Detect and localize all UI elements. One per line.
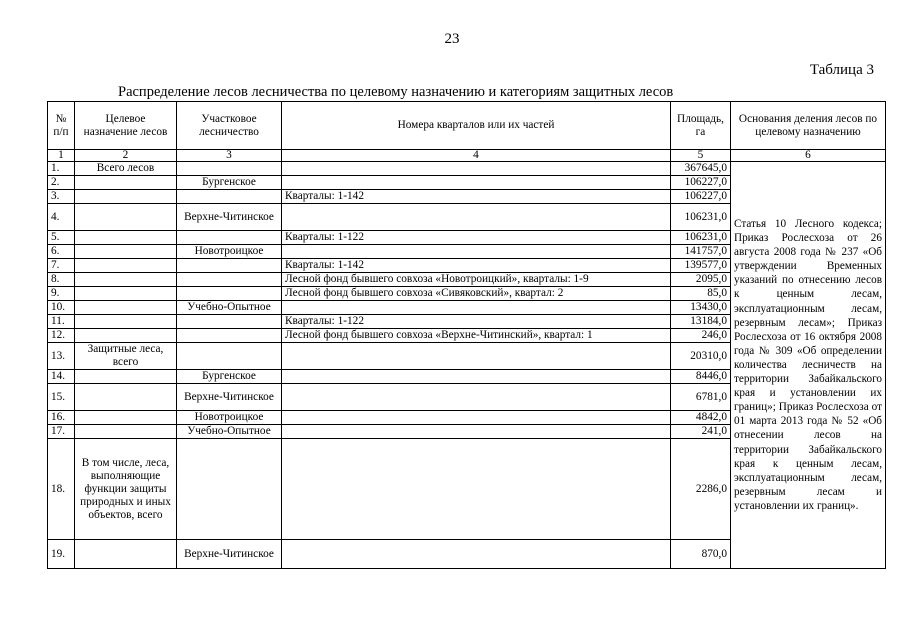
row-purpose: В том числе, леса, выполняющие функции защиты природных и иных объектов, всего <box>75 439 177 540</box>
row-quarters: Лесной фонд бывшего совхоза «Сивяковский», квартал: 2 <box>282 287 671 301</box>
row-area: 20310,0 <box>671 343 731 370</box>
row-district: Учебно-Опытное <box>177 425 282 439</box>
row-purpose <box>75 231 177 245</box>
row-quarters <box>282 176 671 190</box>
row-district <box>177 162 282 176</box>
row-area: 13430,0 <box>671 301 731 315</box>
row-quarters <box>282 439 671 540</box>
row-number: 6. <box>48 245 75 259</box>
column-number: 2 <box>75 150 177 162</box>
row-quarters <box>282 425 671 439</box>
row-district: Бургенское <box>177 370 282 384</box>
header-quarters: Номера кварталов или их частей <box>282 102 671 150</box>
row-number: 19. <box>48 540 75 569</box>
row-quarters: Кварталы: 1-142 <box>282 259 671 273</box>
row-district <box>177 190 282 204</box>
row-purpose <box>75 190 177 204</box>
row-quarters <box>282 540 671 569</box>
row-number: 14. <box>48 370 75 384</box>
row-quarters: Кварталы: 1-122 <box>282 315 671 329</box>
row-number: 2. <box>48 176 75 190</box>
row-number: 11. <box>48 315 75 329</box>
row-district: Новотроицкое <box>177 411 282 425</box>
column-number: 4 <box>282 150 671 162</box>
row-number: 1. <box>48 162 75 176</box>
row-purpose <box>75 176 177 190</box>
row-quarters <box>282 343 671 370</box>
row-area: 106227,0 <box>671 176 731 190</box>
row-area: 246,0 <box>671 329 731 343</box>
row-purpose <box>75 301 177 315</box>
row-district: Бургенское <box>177 176 282 190</box>
row-number: 18. <box>48 439 75 540</box>
row-area: 85,0 <box>671 287 731 301</box>
row-area: 2286,0 <box>671 439 731 540</box>
row-area: 139577,0 <box>671 259 731 273</box>
table-title: Распределение лесов лесничества по целевому назначению и категориям защитных лесов <box>118 84 674 100</box>
row-quarters <box>282 370 671 384</box>
row-number: 13. <box>48 343 75 370</box>
header-purpose: Целевое назначение лесов <box>75 102 177 150</box>
row-area: 6781,0 <box>671 384 731 411</box>
row-number: 10. <box>48 301 75 315</box>
row-district <box>177 231 282 245</box>
row-area: 4842,0 <box>671 411 731 425</box>
header-district: Участковое лесничество <box>177 102 282 150</box>
row-quarters <box>282 411 671 425</box>
row-quarters: Лесной фонд бывшего совхоза «Верхне-Читинский», квартал: 1 <box>282 329 671 343</box>
row-district: Новотроицкое <box>177 245 282 259</box>
header-area: Площадь, га <box>671 102 731 150</box>
row-purpose <box>75 259 177 273</box>
header-row <box>48 102 886 150</box>
row-purpose <box>75 245 177 259</box>
row-quarters: Лесной фонд бывшего совхоза «Новотроицкий», кварталы: 1-9 <box>282 273 671 287</box>
basis-text: Статья 10 Лесного кодекса; Приказ Рослесхоза от 26 августа 2008 года № 237 «Об утверждении Временных указаний по отнесению лесов к ценным лесам, эксплуатационным лесам, резервным лесам»; Приказ Рослесхоза от 16 октября 2008 года № 309 «Об определении количества лесничеств на территории Забайкальского края и установлении их границ»; Приказ Рослесхоза от 01 марта 2013 года № 52 «Об отнесении лесов на территории Забайкальского края к ценным лесам, эксплуатационным лесам, резервным лесам и установлении их границ». <box>731 162 886 569</box>
row-purpose <box>75 411 177 425</box>
page-number: 23 <box>444 31 460 47</box>
row-district <box>177 273 282 287</box>
row-purpose <box>75 287 177 301</box>
column-number: 1 <box>48 150 75 162</box>
row-purpose <box>75 204 177 231</box>
row-quarters <box>282 301 671 315</box>
row-district <box>177 439 282 540</box>
row-number: 15. <box>48 384 75 411</box>
row-district <box>177 343 282 370</box>
table-label: Таблица 3 <box>809 62 874 78</box>
row-district: Верхне-Читинское <box>177 204 282 231</box>
row-number: 5. <box>48 231 75 245</box>
row-district: Верхне-Читинское <box>177 384 282 411</box>
table-row <box>48 162 886 176</box>
row-area: 106231,0 <box>671 204 731 231</box>
column-number: 5 <box>671 150 731 162</box>
row-district <box>177 315 282 329</box>
column-number: 6 <box>731 150 886 162</box>
row-number: 17. <box>48 425 75 439</box>
row-purpose <box>75 425 177 439</box>
row-number: 3. <box>48 190 75 204</box>
row-number: 16. <box>48 411 75 425</box>
row-district <box>177 287 282 301</box>
row-quarters: Кварталы: 1-122 <box>282 231 671 245</box>
row-quarters: Кварталы: 1-142 <box>282 190 671 204</box>
forest-distribution-table <box>47 101 886 569</box>
row-district <box>177 259 282 273</box>
row-area: 241,0 <box>671 425 731 439</box>
column-number-row <box>48 150 886 162</box>
row-purpose <box>75 370 177 384</box>
row-quarters <box>282 204 671 231</box>
row-quarters <box>282 384 671 411</box>
row-area: 2095,0 <box>671 273 731 287</box>
row-purpose <box>75 540 177 569</box>
row-number: 4. <box>48 204 75 231</box>
row-district: Верхне-Читинское <box>177 540 282 569</box>
row-purpose: Защитные леса, всего <box>75 343 177 370</box>
row-number: 8. <box>48 273 75 287</box>
row-number: 7. <box>48 259 75 273</box>
row-district <box>177 329 282 343</box>
header-basis: Основания деления лесов по целевому назначению <box>731 102 886 150</box>
row-area: 367645,0 <box>671 162 731 176</box>
row-area: 106227,0 <box>671 190 731 204</box>
row-area: 13184,0 <box>671 315 731 329</box>
row-number: 12. <box>48 329 75 343</box>
header-number: № п/п <box>48 102 75 150</box>
row-purpose <box>75 315 177 329</box>
row-purpose <box>75 273 177 287</box>
row-purpose: Всего лесов <box>75 162 177 176</box>
row-number: 9. <box>48 287 75 301</box>
row-district: Учебно-Опытное <box>177 301 282 315</box>
row-purpose <box>75 384 177 411</box>
row-quarters <box>282 245 671 259</box>
row-area: 870,0 <box>671 540 731 569</box>
column-number: 3 <box>177 150 282 162</box>
row-area: 8446,0 <box>671 370 731 384</box>
row-purpose <box>75 329 177 343</box>
row-area: 141757,0 <box>671 245 731 259</box>
row-area: 106231,0 <box>671 231 731 245</box>
row-quarters <box>282 162 671 176</box>
